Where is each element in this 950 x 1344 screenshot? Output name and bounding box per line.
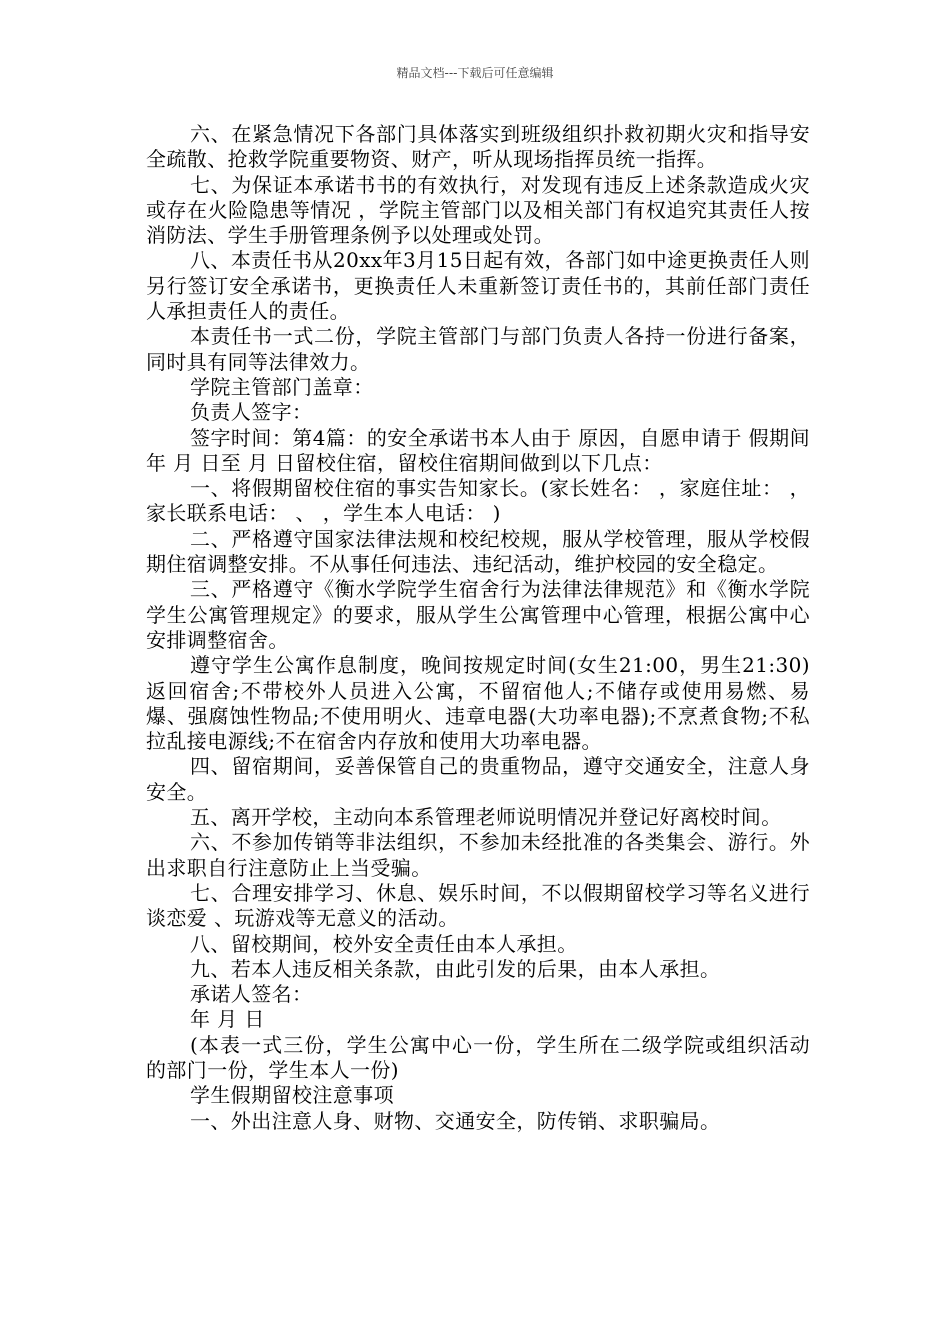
paragraph: 七、为保证本承诺书书的有效执行，对发现有违反上述条款造成火灾或存在火险隐患等情况 ，学院主管部门以及相关部门有权追究其责任人按消防法、学生手册管理条例予以处理或处罚。 xyxy=(146,172,810,248)
paragraph: 三、严格遵守《衡水学院学生宿舍行为法律法律规范》和《衡水学院学生公寓管理规定》的要求，服从学生公寓管理中心管理，根据公寓中心安排调整宿舍。 xyxy=(146,577,810,652)
paragraph: 遵守学生公寓作息制度，晚间按规定时间(女生21:00，男生21:30)返回宿舍;不带校外人员进入公寓，不留宿他人;不储存或使用易燃、易爆、强腐蚀性物品;不使用明火、违章电器(大功率电器);不烹煮食物;不私拉乱接电源线;不在宿舍内存放和使用大功率电器。 xyxy=(146,653,810,754)
paragraph: 六、不参加传销等非法组织，不参加未经批准的各类集会、游行。外出求职自行注意防止上当受骗。 xyxy=(146,830,810,880)
paragraph: 五、离开学校，主动向本系管理老师说明情况并登记好离校时间。 xyxy=(190,805,782,830)
paragraph: 学院主管部门盖章： xyxy=(190,374,374,399)
paragraph: 年 月 日 xyxy=(190,1007,265,1032)
page-header: 精品文档---下载后可任意编辑 xyxy=(396,66,554,80)
paragraph: 本责任书一式二份，学院主管部门与部门负责人各持一份进行备案，同时具有同等法律效力。 xyxy=(146,324,810,374)
paragraph: (本表一式三份，学生公寓中心一份，学生所在二级学院或组织活动的部门一份，学生本人一份) xyxy=(146,1032,810,1082)
paragraph: 七、合理安排学习、休息、娱乐时间，不以假期留校学习等名义进行谈恋爱 、玩游戏等无意义的活动。 xyxy=(146,880,810,931)
paragraph: 八、本责任书从20xx年3月15日起有效，各部门如中途更换责任人则另行签订安全承诺书，更换责任人未重新签订责任书的，其前任部门责任人承担责任人的责任。 xyxy=(146,248,810,324)
paragraph: 二、严格遵守国家法律法规和校纪校规，服从学校管理，服从学校假期住宿调整安排。不从事任何违法、违纪活动，维护校园的安全稳定。 xyxy=(146,526,810,577)
paragraph: 八、留校期间，校外安全责任由本人承担。 xyxy=(190,931,578,956)
paragraph: 一、将假期留校住宿的事实告知家长。(家长姓名： ，家庭住址： ，家长联系电话： 、 ，学生本人电话： ) xyxy=(146,476,810,526)
paragraph: 四、留宿期间，妥善保管自己的贵重物品，遵守交通安全，注意人身安全。 xyxy=(146,754,810,804)
paragraph: 签字时间：第4篇：的安全承诺书本人由于 原因，自愿申请于 假期间 年 月 日至 月 日留校住宿，留校住宿期间做到以下几点： xyxy=(146,425,810,475)
paragraph: 学生假期留校注意事项 xyxy=(190,1083,394,1108)
paragraph: 一、外出注意人身、财物、交通安全，防传销、求职骗局。 xyxy=(190,1108,721,1133)
paragraph: 承诺人签名： xyxy=(190,982,313,1007)
paragraph: 负责人签字： xyxy=(190,400,313,425)
paragraph: 九、若本人违反相关条款，由此引发的后果，由本人承担。 xyxy=(190,956,721,981)
document-body xyxy=(146,122,810,1134)
paragraph: 六、在紧急情况下各部门具体落实到班级组织扑救初期火灾和指导安全疏散、抢救学院重要物资、财产，听从现场指挥员统一指挥。 xyxy=(146,122,810,172)
